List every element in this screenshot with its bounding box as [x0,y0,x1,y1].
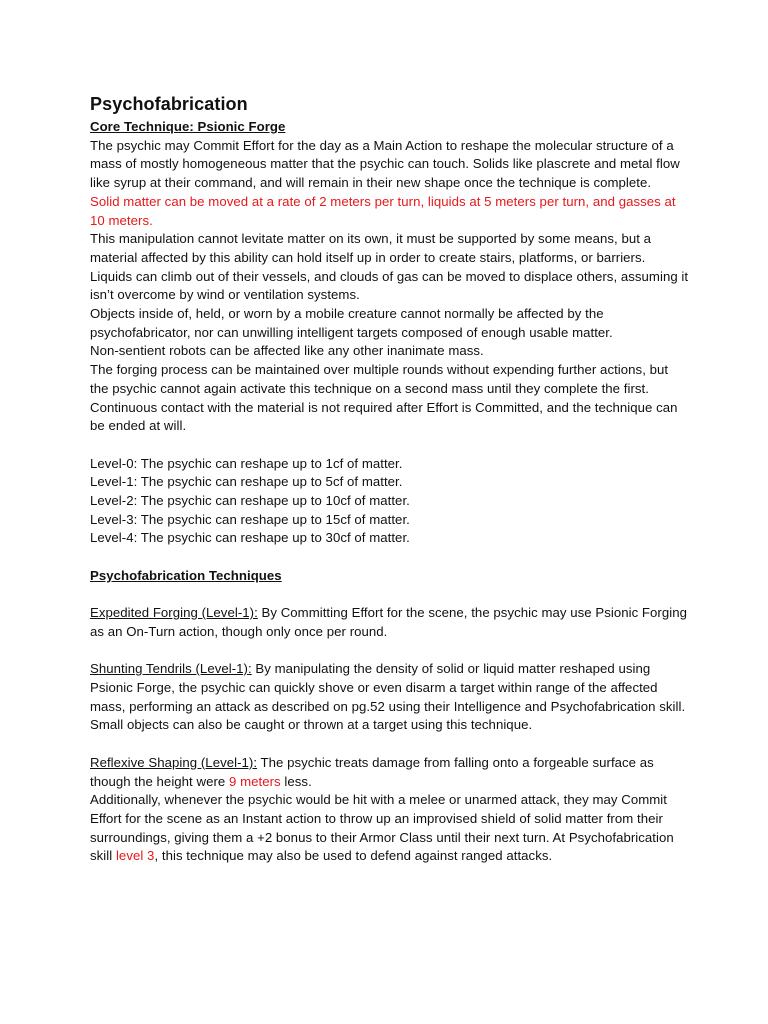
level-item: Level-4: The psychic can reshape up to 30cf of matter. [90,530,410,546]
core-paragraph-4: Non-sentient robots can be affected like any other inanimate mass. [90,343,484,359]
technique-text: The psychic treats damage from falling onto a forgeable surface as though the height were [90,754,654,789]
technique-shunting-tendrils [90,660,690,735]
technique-text: , this technique may also be used to defend against ranged attacks. [154,848,553,864]
core-rate-note: Solid matter can be moved at a rate of 2 meters per turn, liquids at 5 meters per turn, and gasses at 10 meters. [90,193,676,228]
technique-text: less. [280,773,312,789]
level-list [90,455,690,549]
spacer [90,548,690,567]
spacer [90,642,690,661]
technique-name: Expedited Forging (Level-1): [90,605,258,621]
technique-text: By manipulating the density of solid or liquid matter reshaped using Psionic Forge, the psychic can quickly shove or even disarm a target within range of the affected mass, performing an attack as described on pg.52 using their Intelligence and Psychofabrication skill. Small objects can also be caught or thrown at a target using this technique. [90,661,686,733]
core-paragraph-2: This manipulation cannot levitate matter on its own, it must be supported by some means, but a material affected by this ability can hold itself up in order to create stairs, platforms, or barriers. Liquids can climb out of their vessels, and clouds of gas can be moved to displace others, assuming it isn’t overcome by wind or ventilation systems. [90,231,689,303]
technique-text: By Committing Effort for the scene, the psychic may use Psionic Forging as an On-Turn action, though only once per round. [90,605,687,639]
technique-name: Reflexive Shaping (Level-1): [90,754,258,770]
document-page [90,92,690,866]
level-item: Level-1: The psychic can reshape up to 5cf of matter. [90,474,403,490]
core-paragraph-5: The forging process can be maintained over multiple rounds without expending further actions, but the psychic cannot again activate this technique on a second mass until they complete the first. Continuous contact with the material is not required after Effort is Committed, and the technique can be ended at will. [90,362,678,434]
page-title: Psychofabrication [90,94,248,114]
highlight-value: level 3 [115,848,155,864]
spacer [90,436,690,455]
level-item: Level-0: The psychic can reshape up to 1cf of matter. [90,455,403,471]
highlight-value: 9 meters [229,773,281,789]
core-paragraph-3: Objects inside of, held, or worn by a mobile creature cannot normally be affected by the psychofabricator, nor can unwilling intelligent targets composed of enough usable matter. [90,306,613,340]
technique-expedited-forging [90,604,690,641]
level-item: Level-3: The psychic can reshape up to 15cf of matter. [90,511,410,527]
techniques-heading: Psychofabrication Techniques [90,567,282,583]
technique-reflexive-shaping [90,754,690,791]
technique-reflexive-shaping-additional [90,791,690,866]
technique-text: Additionally, whenever the psychic would be hit with a melee or unarmed attack, they may Commit Effort for the scene as an Instant action to throw up an improvised shield of solid matter from their surroundings, giving them a +2 bonus to their Armor Class until their next turn. At Psychofabrication skill [90,792,674,864]
core-technique-heading: Core Technique: Psionic Forge [90,119,286,134]
spacer [90,586,690,605]
core-paragraph-1: The psychic may Commit Effort for the day as a Main Action to reshape the molecular structure of a mass of mostly homogeneous matter that the psychic can touch. Solids like plascrete and metal flow like syrup at their command, and will remain in their new shape once the technique is complete. [90,137,680,191]
level-item: Level-2: The psychic can reshape up to 10cf of matter. [90,493,410,509]
technique-name: Shunting Tendrils (Level-1): [90,661,252,677]
spacer [90,735,690,754]
